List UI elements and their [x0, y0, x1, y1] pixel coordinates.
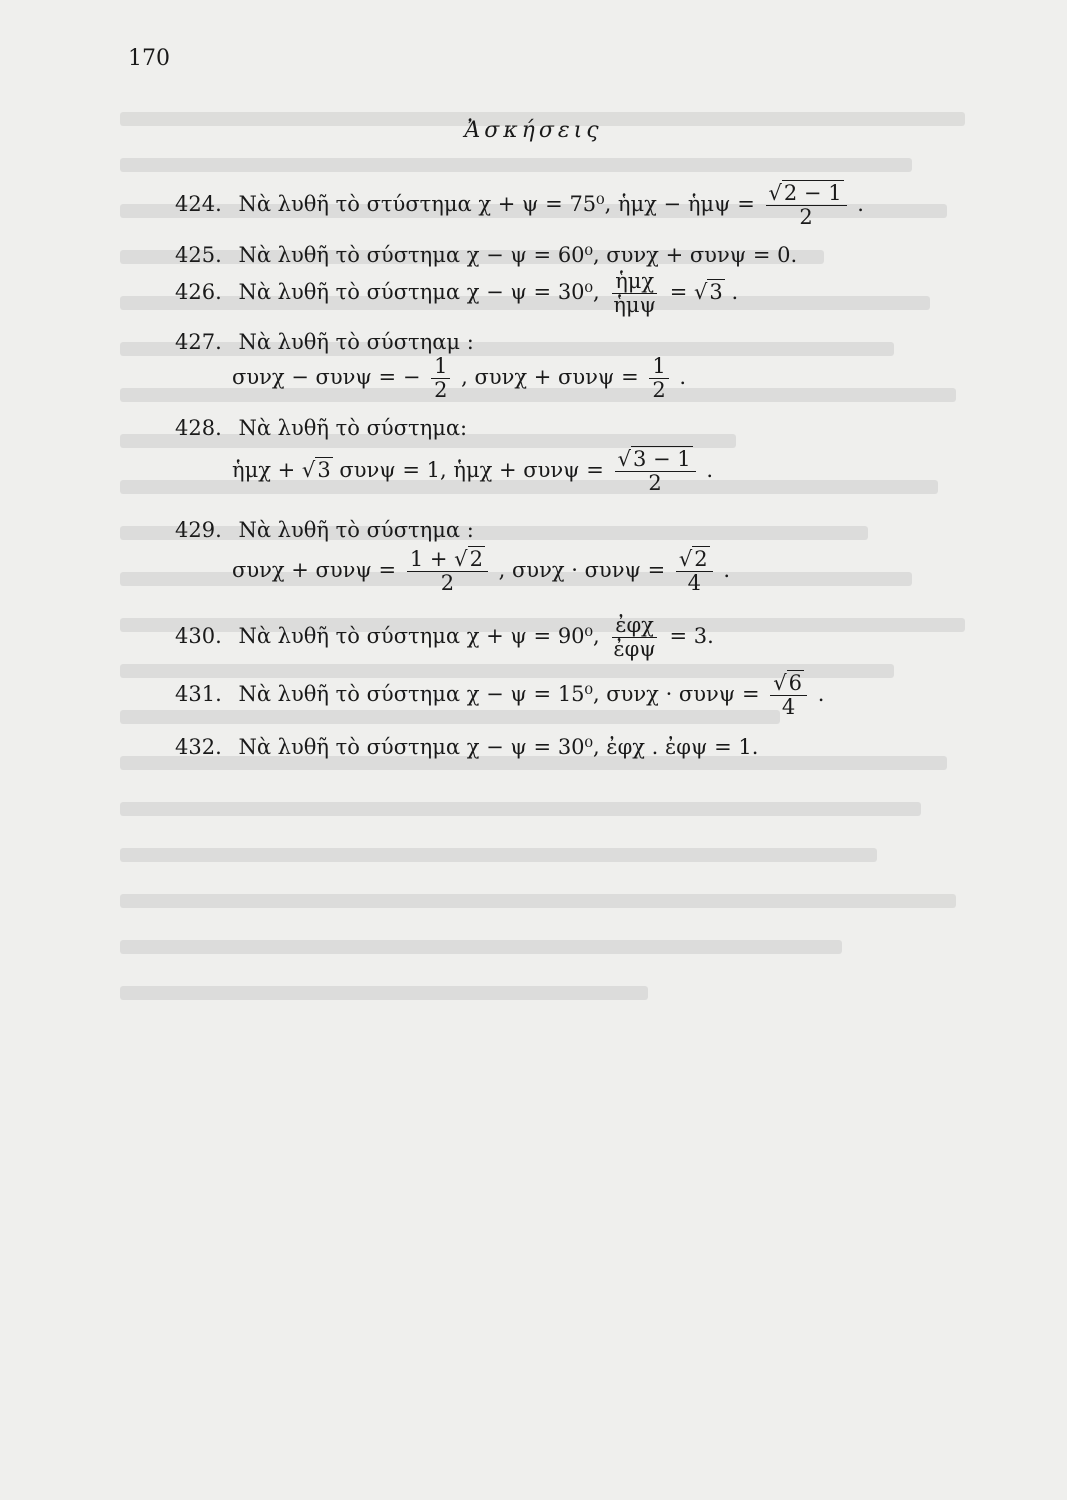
equation-part: , συνχ · συνψ =: [498, 558, 666, 583]
exercise-428-equations: [232, 448, 713, 495]
radicand: 2: [469, 547, 483, 571]
fraction-numerator: 1: [649, 355, 668, 379]
fraction-denominator: ἐφψ: [613, 637, 656, 662]
exercise-text: Νὰ λυθῆ τὸ σύστημα χ − ψ = 30⁰, ἐφχ . ἐφψ = 1.: [238, 735, 759, 759]
exercise-429: [175, 518, 474, 542]
exercise-431: [175, 672, 824, 719]
fraction-denominator: 2: [648, 471, 662, 496]
exercise-number: 429.: [175, 518, 222, 542]
fraction: [610, 270, 659, 317]
radicand: 6: [788, 671, 802, 695]
fraction: [610, 614, 658, 661]
fraction-numerator: 3 − 1: [632, 447, 691, 471]
fraction-denominator: 2: [799, 205, 813, 230]
fraction: [407, 548, 488, 595]
fraction-denominator: 2: [440, 571, 455, 596]
exercise-end: .: [731, 280, 739, 305]
exercise-429-equations: [232, 548, 730, 595]
fraction: [649, 355, 668, 402]
fraction: [431, 355, 450, 402]
exercise-text: Νὰ λυθῆ τὸ σύστημα:: [238, 416, 468, 440]
fraction-numerator: 1 +: [409, 547, 448, 571]
radicand: 2: [694, 547, 708, 571]
fraction-denominator: 2: [434, 378, 448, 403]
radicand: 3: [317, 458, 331, 483]
fraction-denominator: 2: [652, 378, 666, 403]
exercise-428: [175, 416, 467, 440]
exercise-425: [175, 243, 797, 267]
exercise-426: [175, 270, 738, 317]
equation-part: συνψ = 1, ἡμχ + συνψ =: [339, 458, 604, 483]
square-root: √2: [454, 547, 483, 571]
exercise-number: 425.: [175, 243, 222, 267]
exercise-432: [175, 735, 758, 759]
exercise-end: .: [857, 192, 864, 217]
exercise-number: 424.: [175, 192, 222, 217]
equation-part: συνχ + συνψ =: [232, 558, 397, 583]
exercise-text: Νὰ λυθῆ τὸ στύστημα χ + ψ = 75⁰, ἡμχ − ἡμψ =: [238, 192, 755, 217]
exercise-end: .: [723, 558, 731, 583]
fraction-numerator: ἐφχ: [612, 614, 657, 638]
square-root: √2: [678, 547, 708, 571]
radicand: 3: [709, 280, 723, 305]
exercise-text: Νὰ λυθῆ τὸ σύστημα χ − ψ = 30⁰,: [238, 280, 600, 305]
exercise-number: 431.: [175, 682, 222, 707]
exercise-text: Νὰ λυθῆ τὸ σύστημα χ − ψ = 15⁰, συνχ · συνψ =: [238, 682, 760, 707]
fraction: [676, 548, 713, 595]
exercise-427-equations: [232, 355, 686, 402]
page-number: 170: [128, 46, 170, 71]
fraction-denominator: 4: [781, 695, 796, 720]
equation-part: , συνχ + συνψ =: [461, 365, 639, 390]
fraction: [770, 672, 807, 719]
exercise-text: Νὰ λυθῆ τὸ σύστηαμ :: [238, 330, 474, 354]
equation-part: συνχ − συνψ = −: [232, 365, 421, 390]
exercise-end: .: [706, 458, 713, 483]
exercise-text: Νὰ λυθῆ τὸ σύστημα χ − ψ = 60⁰, συνχ + συνψ = 0.: [238, 243, 798, 267]
fraction: $\frac{√3 - 1}{2}$: [615, 448, 696, 495]
fraction-numerator: 2 − 1: [783, 181, 842, 205]
fraction-denominator: ἡμψ: [613, 293, 657, 318]
square-root: √6: [773, 671, 802, 695]
exercise-number: 430.: [175, 624, 222, 649]
fraction-numerator: 1: [431, 355, 450, 379]
exercise-number: 428.: [175, 416, 222, 440]
exercise-end: .: [817, 682, 825, 707]
equation-part: ἡμχ +: [232, 458, 296, 483]
exercise-text: Νὰ λυθῆ τὸ σύστημα :: [238, 518, 474, 542]
exercise-end: .: [679, 365, 687, 390]
exercise-424: [175, 182, 864, 229]
square-root: √3: [694, 280, 723, 305]
exercise-text: Νὰ λυθῆ τὸ σύστημα χ + ψ = 90⁰,: [238, 624, 600, 649]
section-heading: Ἀσκήσεις: [464, 118, 603, 143]
exercise-end: = 3.: [669, 624, 714, 649]
exercise-430: [175, 614, 714, 661]
fraction-denominator: 4: [687, 571, 701, 596]
square-root: √3: [301, 458, 331, 483]
exercise-number: 426.: [175, 280, 222, 305]
exercise-427: [175, 330, 474, 354]
fraction-numerator: ἡμχ: [612, 270, 657, 294]
exercise-number: 432.: [175, 735, 222, 759]
exercise-number: 427.: [175, 330, 222, 354]
fraction: $\frac{√2 - 1}{2}$: [766, 182, 847, 229]
equals-sign: =: [669, 280, 688, 305]
